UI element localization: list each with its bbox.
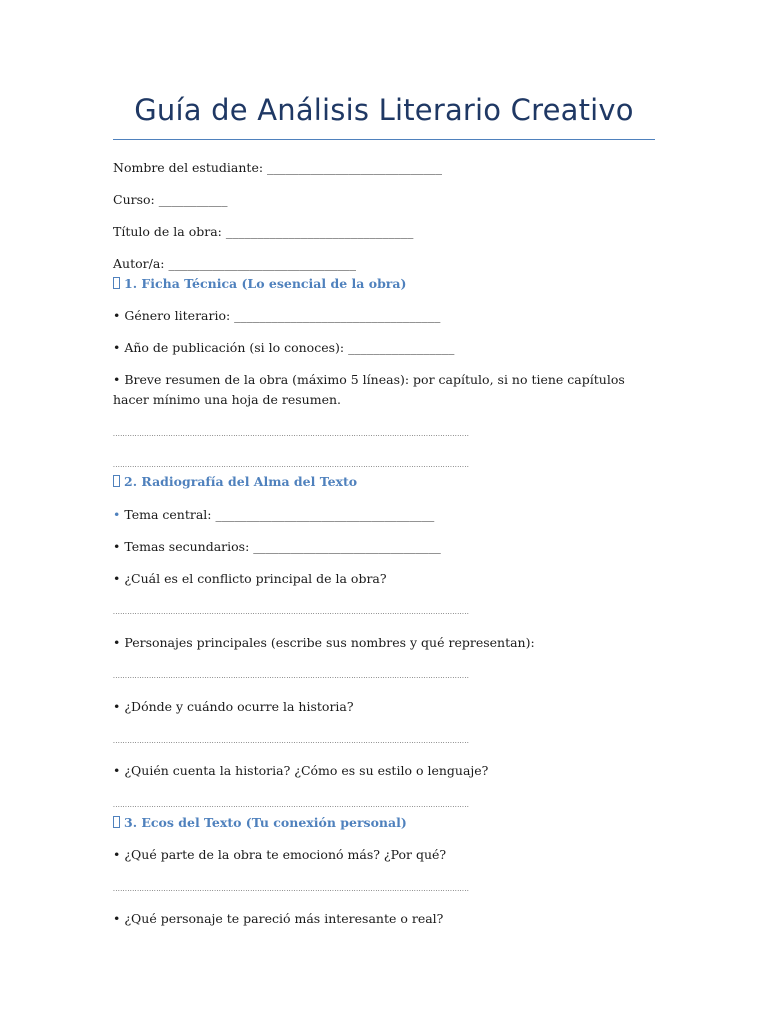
summary-answer-line-2[interactable]: ....................................................................................................................................................	[113, 462, 470, 469]
central-theme-label: Tema central: ___________________________________	[120, 507, 435, 522]
characters-prompt: • Personajes principales (escribe sus nombres y qué representan):	[113, 635, 535, 650]
document-title: Guía de Análisis Literario Creativo	[134, 93, 634, 127]
emotion-prompt: • ¿Qué parte de la obra te emocionó más? ¿Por qué?	[113, 847, 447, 862]
section-1-heading-text: 1. Ficha Técnica (Lo esencial de la obra)	[124, 276, 407, 291]
student-name-field[interactable]: Nombre del estudiante: ____________________________	[113, 160, 443, 175]
secondary-themes-field[interactable]: • Temas secundarios: ______________________________	[113, 539, 441, 554]
section-2-heading-text: 2. Radiografía del Alma del Texto	[124, 474, 358, 489]
emotion-answer-line[interactable]: ....................................................................................................................................................	[113, 886, 470, 893]
characters-answer-line[interactable]: ....................................................................................................................................................	[113, 673, 470, 680]
author-field[interactable]: Autor/a: ______________________________	[113, 256, 356, 271]
setting-prompt: • ¿Dónde y cuándo ocurre la historia?	[113, 699, 354, 714]
bullet-icon: •	[113, 507, 121, 522]
checkbox-icon	[113, 816, 120, 828]
narrator-answer-line[interactable]: ....................................................................................................................................................	[113, 802, 470, 809]
checkbox-icon	[113, 475, 120, 487]
summary-prompt: • Breve resumen de la obra (máximo 5 líneas): por capítulo, si no tiene capítulos hacer mínimo una hoja de resumen.	[113, 372, 625, 407]
title-underline	[113, 139, 655, 140]
section-2-heading	[113, 472, 357, 492]
section-3-heading-text: 3. Ecos del Texto (Tu conexión personal)	[124, 815, 407, 830]
section-1-heading	[113, 274, 406, 294]
work-title-field[interactable]: Título de la obra: ______________________________	[113, 224, 414, 239]
genre-field[interactable]: • Género literario: _________________________________	[113, 308, 441, 323]
publication-year-field[interactable]: • Año de publicación (si lo conoces): _________________	[113, 340, 455, 355]
character-prompt: • ¿Qué personaje te pareció más interesante o real?	[113, 911, 444, 926]
narrator-prompt: • ¿Quién cuenta la historia? ¿Cómo es su estilo o lenguaje?	[113, 763, 489, 778]
conflict-answer-line[interactable]: ....................................................................................................................................................	[113, 609, 470, 616]
section-3-heading	[113, 813, 407, 833]
conflict-prompt: • ¿Cuál es el conflicto principal de la obra?	[113, 571, 387, 586]
course-field[interactable]: Curso: ___________	[113, 192, 228, 207]
setting-answer-line[interactable]: ....................................................................................................................................................	[113, 738, 470, 745]
central-theme-field[interactable]	[113, 505, 434, 525]
summary-answer-line-1[interactable]: ....................................................................................................................................................	[113, 431, 470, 438]
checkbox-icon	[113, 277, 120, 289]
